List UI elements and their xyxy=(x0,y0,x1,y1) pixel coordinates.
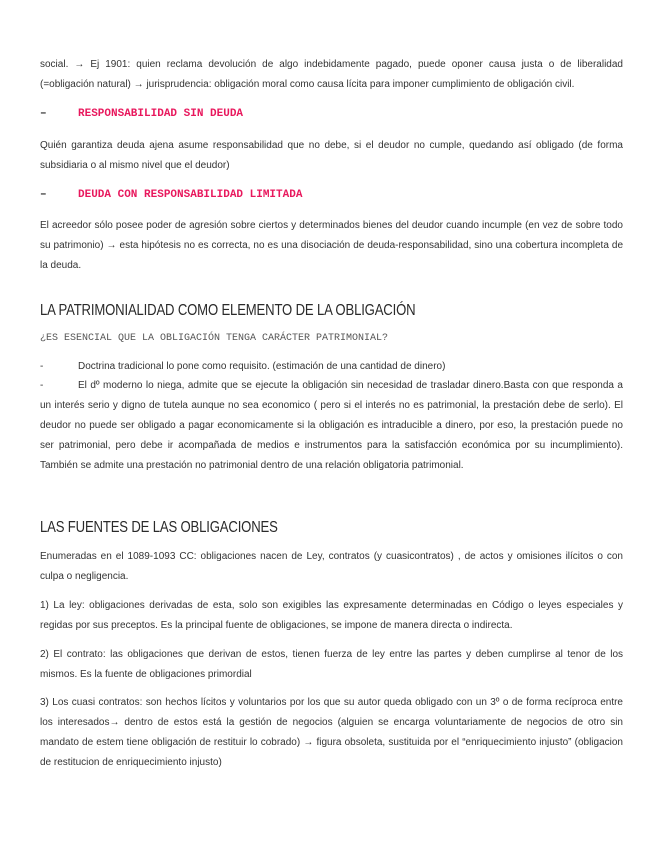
paragraph-deuda-resp-limitada: El acreedor sólo posee poder de agresión sobre ciertos y determinados bienes del deudor cuando incumple (en vez de sobre todo su patrimonio) → esta hipótesis no es correcta, no es una disociación de deuda-responsabilidad, sino una cobertura incompleta de la deuda. xyxy=(40,220,623,271)
subheading-dash: – xyxy=(40,108,47,120)
bullet-item xyxy=(40,376,623,476)
subheading-responsabilidad-sin-deuda xyxy=(40,108,243,120)
heading-fuentes: LAS FUENTES DE LAS OBLIGACIONES xyxy=(40,519,278,536)
subheading-title: DEUDA CON RESPONSABILIDAD LIMITADA xyxy=(78,189,303,201)
bullet-text: Doctrina tradicional lo pone como requisito. (estimación de una cantidad de dinero) xyxy=(78,361,446,372)
paragraph-fuentes-intro: Enumeradas en el 1089-1093 CC: obligaciones nacen de Ley, contratos (y cuasicontratos) , de actos y omisiones ilícitos o con culpa o negligencia. xyxy=(40,551,623,582)
subheading-title: RESPONSABILIDAD SIN DEUDA xyxy=(78,108,244,120)
subheading-deuda-resp-limitada xyxy=(40,189,302,201)
question-patrimonial: ¿ES ESENCIAL QUE LA OBLIGACIÓN TENGA CARÁCTER PATRIMONIAL? xyxy=(40,333,389,344)
paragraph-fuente-cuasicontratos: 3) Los cuasi contratos: son hechos lícitos y voluntarios por los que su autor queda obligado con un 3º o de forma recíproca entre los interesados→ dentro de estos está la gestión de negocios (alguien se encarga voluntariamente de negocios de otro sin mandato de estem tiene obligación de restituir lo cobrado) → figura obsoleta, sustituida por el “enriquecimiento injusto” (obligacion de restitucion de enriquecimiento injusto) xyxy=(40,697,623,768)
paragraph-fuente-contrato: 2) El contrato: las obligaciones que derivan de estos, tienen fuerza de ley entre las partes y deben cumplirse al tenor de los mismos. Es la fuente de obligaciones primordial xyxy=(40,649,623,680)
bullet-mark: - xyxy=(40,361,44,372)
subheading-dash: – xyxy=(40,189,47,201)
paragraph-responsabilidad-sin-deuda: Quién garantiza deuda ajena asume responsabilidad que no debe, si el deudor no cumple, quedando así obligado (de forma subsidiaria o al mismo nivel que el deudor) xyxy=(40,140,623,171)
paragraph-fuente-ley: 1) La ley: obligaciones derivadas de esta, solo son exigibles las expresamente determinadas en Código o leyes especiales y regidas por sus preceptos. Es la principal fuente de obligaciones, se impone de manera directa o indirecta. xyxy=(40,600,623,631)
heading-patrimonialidad: LA PATRIMONIALIDAD COMO ELEMENTO DE LA OBLIGACIÓN xyxy=(40,302,416,319)
top-paragraph: social. → Ej 1901: quien reclama devolución de algo indebidamente pagado, puede oponer causa justa o de liberalidad (=obligación natural) → jurisprudencia: obligación moral como causa lícita para imponer cumplimiento de obligación civil. xyxy=(40,59,623,90)
bullet-mark: - xyxy=(40,380,44,391)
bullet-text: El dº moderno lo niega, admite que se ejecute la obligación sin necesidad de trasladar dinero.Basta con que responda a un interés serio y digno de tutela aunque no sea economico ( pero si el interés no es patrimonial, la prestación debe de serlo). El deudor no puede ser obligado a pagar economicamente si la obligación es intraducible a dinero, por eso, la prestación puede no ser patrimonial, pero debe ir acompañada de medios e instrumentos para la satisfacción económica por su incumplimiento). También se admite una prestación no patrimonial dentro de una relación obligatoria patrimonial. xyxy=(40,380,623,471)
